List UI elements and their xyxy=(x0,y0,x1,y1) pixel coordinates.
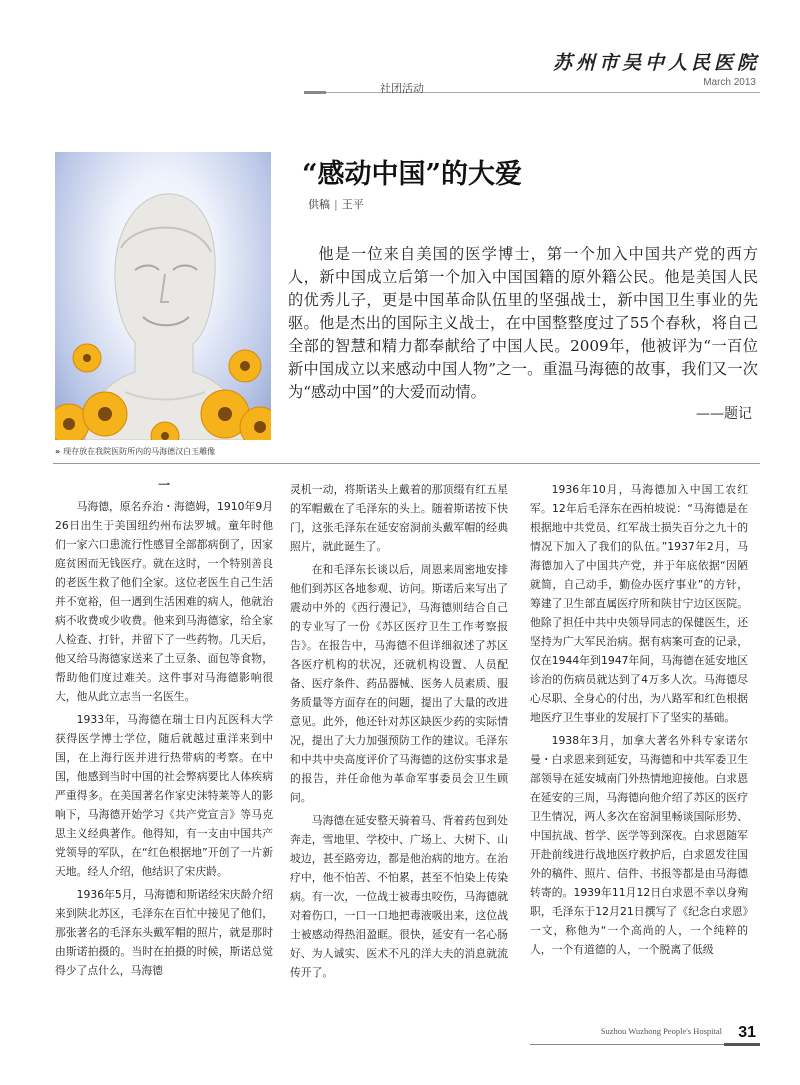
body-paragraph: 马海德在延安整天骑着马、背着药包到处奔走，雪地里、学校中、广场上、大树下、山坡边，甚至路旁边，都是他治病的地方。在治疗中，他不怕苦、不怕累，甚至不怕染上传染病。有一次，一位战士被毒虫咬伤，马海德就对着伤口，一口一口地把毒液吸出来，这位战士被感动得热泪盈眶。很快，延安有一名心肠好、为人诚实、医术不凡的洋大夫的消息就流传开了。 xyxy=(290,814,508,979)
byline-author: 王平 xyxy=(341,198,364,211)
byline xyxy=(308,196,364,212)
photo-caption xyxy=(55,446,295,457)
body-paragraph: 1936年10月，马海德加入中国工农红军。12年后毛泽东在西柏坡说：“马海德是在根据地中共党员、红军战士损失百分之九十的情况下加入了我们的队伍。”1937年2月，马海德加入了中国共产党，并于年底依据“因陋就简，自己动手，勤俭办医疗事业”的方针，筹建了卫生部直属医疗所和陕甘宁边区医院。他除了担任中共中央领导同志的保健医生，还坚持为广大军民治病。据有病案可查的记录，仅在1944年到1947年间，马海德在延安地区诊治的伤病员就达到了4万多人次。马海德尽心尽职、全身心的付出，为八路军和红色根据地医疗卫生事业的发展打下了坚实的基础。 xyxy=(530,483,748,724)
body-paragraph: 在和毛泽东长谈以后，周恩来周密地安排他们到苏区各地参观、访问。斯诺后来写出了震动中外的《西行漫记》，马海德则结合自己的专业写了一份《苏区医疗卫生工作考察报告》。在报告中，马海德不但详细叙述了苏区各医疗机构的状况，还就机构设置、人员配备、医疗条件、药品器械、医务人员素质、服务质量等方面存在的问题，提出了大量的改进意见。此外，他还针对苏区缺医少药的实际情况，提出了大力加强预防工作的建议。毛泽东和中共中央高度评价了马海德的这份实事求是的报告，并任命他为革命军事委员会卫生顾问。 xyxy=(290,563,508,804)
header-accent-bar xyxy=(304,91,326,94)
byline-label: 供稿 xyxy=(308,198,330,211)
body-paragraph: 1938年3月，加拿大著名外科专家诺尔曼・白求恩来到延安，马海德和中共军委卫生部领导在延安城南门外热情地迎接他。白求恩在延安的三周，马海德向他介绍了苏区的医疗卫生情况，两人多次在窑洞里畅谈国际形势、中国抗战、哲学、医学等到深夜。白求恩随军开赴前线进行战地医疗救护后，白求恩发往国外的稿件、照片、信件、书报等都是由马海德转寄的。1939年11月12日白求恩不幸以身殉职，毛泽东于12月21日撰写了《纪念白求恩》一文，称他为“一个高尚的人，一个纯粹的人，一个有道德的人，一个脱离了低级 xyxy=(530,734,748,956)
double-arrow-icon: » xyxy=(55,447,61,456)
footer-accent-bar xyxy=(724,1043,760,1046)
body-paragraph: 马海德，原名乔治・海德姆，1910年9月26日出生于美国纽约州布法罗城。童年时他们一家六口患流行性感冒全部都病倒了，因家庭贫困而无钱医疗。就在这时，一个特别善良的老医生救了他们全家。这位老医生自己生活并不宽裕，但一遇到生活困难的病人，他就治病不收费或少收费。他来到马海德家，给全家人检查、打针，并留下了一些药物。几天后，他又给马海德家送来了土豆条、面包等食物，帮助他们度过难关。这件事对马海德影响很大，他从此立志当一名医生。 xyxy=(55,500,273,703)
intro-paragraph: 他是一位来自美国的医学博士，第一个加入中国共产党的西方人，新中国成立后第一个加入中国国籍的原外籍公民。他是美国人民的优秀儿子，更是中国革命队伍里的坚强战士，新中国卫生事业的先驱。他是杰出的国际主义战士，在中国整整度过了55个春秋，将自己全部的智慧和精力都奉献给了中国人民。2009年，他被评为“一百位新中国成立以来感动中国人物”之一。重温马海德的故事，我们又一次为“感动中国”的大爱而动情。 xyxy=(288,245,758,401)
header-rule xyxy=(304,92,760,93)
page-number: 31 xyxy=(738,1024,756,1041)
bust-photo xyxy=(55,152,271,440)
intro-signature: ——题记 xyxy=(696,406,752,422)
text-column-1 xyxy=(55,476,273,984)
body-paragraph: 1933年，马海德在瑞士日内瓦医科大学获得医学博士学位，随后就越过重洋来到中国，在上海行医并进行热带病的考察。在中国，他感到当时中国的社会弊病要比人体疾病严重得多。在美国著名作家史沫特莱等人的影响下，马海德开始学习《共产党宣言》等马克思主义经典著作。他得知，有一支由中国共产党领导的军队，在“红色根据地”开创了一片新天地。经人介绍，他结识了宋庆龄。 xyxy=(55,713,273,878)
hospital-logo-text: 苏州市吴中人民医院 xyxy=(552,52,760,74)
issue-date: March 2013 xyxy=(703,77,756,88)
body-paragraph: 灵机一动，将斯诺头上戴着的那顶缀有红五星的军帽戴在了毛泽东的头上。随着斯诺按下快门，这张毛泽东在延安窑洞前头戴军帽的经典照片，就此诞生了。 xyxy=(290,483,508,553)
caption-text: 现存放在我院医防所内的马海德汉白玉雕像 xyxy=(63,447,216,456)
article-title: “感动中国”的大爱 xyxy=(302,159,523,190)
byline-separator: | xyxy=(334,198,338,211)
text-column-3 xyxy=(530,480,748,963)
text-column-2 xyxy=(290,480,508,986)
section-divider xyxy=(53,463,760,464)
section-label: 社团活动 xyxy=(380,82,424,95)
footer-hospital-english: Suzhou Wuzhong People's Hospital xyxy=(600,1026,722,1036)
body-paragraph: 1936年5月，马海德和斯诺经宋庆龄介绍来到陕北苏区，毛泽东在百忙中接见了他们，那张著名的毛泽东头戴军帽的照片，就是那时由斯诺拍摄的。当时在拍摄的时候，斯诺总觉得少了点什么，马海德 xyxy=(55,888,273,977)
chapter-number: 一 xyxy=(157,478,170,492)
